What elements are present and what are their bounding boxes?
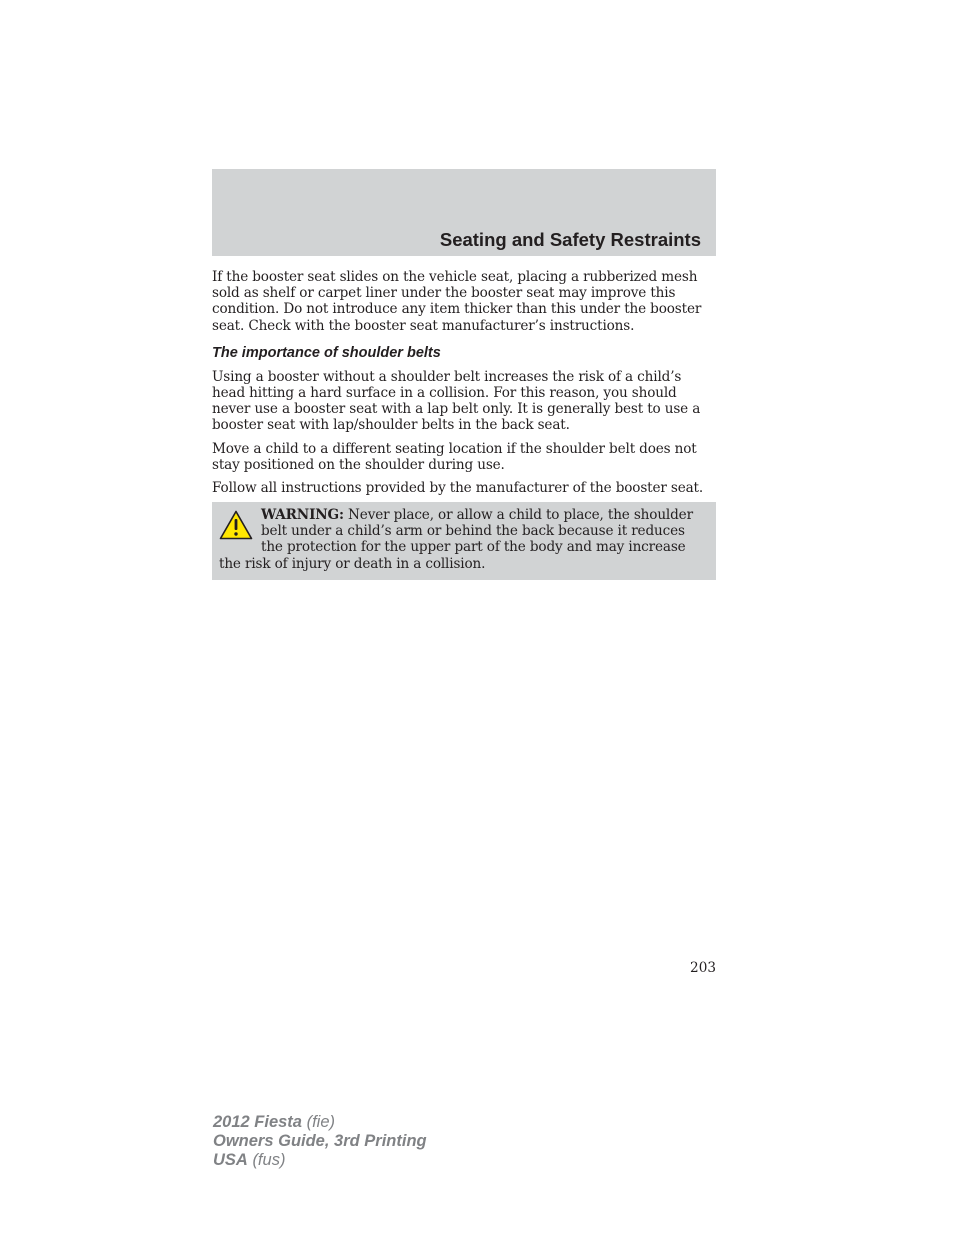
- main-content: [212, 269, 716, 503]
- paragraph-booster-without-shoulder-belt: Using a booster without a shoulder belt increases the risk of a child’s head hitting a hard surface in a collision. For this reason, you should never use a booster seat with a lap belt only. It is generally best to use a booster seat with lap/shoulder belts in the back seat.: [212, 368, 701, 434]
- subheading-shoulder-belts: The importance of shoulder belts: [212, 344, 441, 361]
- page-number: 203: [690, 960, 716, 976]
- footer-model-line: [213, 1113, 427, 1132]
- warning-label: WARNING:: [261, 507, 344, 523]
- section-title: Seating and Safety Restraints: [439, 229, 701, 250]
- warning-box: [212, 502, 716, 580]
- warning-body: Never place, or allow a child to place, the shoulder belt under a child’s arm or behind the back because it reduces the protection for the upper part of the body and may increase the risk of injury or death in a collision.: [219, 507, 693, 572]
- paragraph-follow-instructions: Follow all instructions provided by the manufacturer of the booster seat.: [212, 480, 704, 497]
- section-header-band: [212, 169, 716, 256]
- footer-guide: Owners Guide, 3rd Printing: [213, 1132, 427, 1150]
- paragraph-move-child: Move a child to a different seating location if the shoulder belt does not stay positioned on the shoulder during use.: [212, 440, 697, 473]
- footer-market-code: (fus): [252, 1151, 286, 1169]
- warning-triangle-icon: [219, 510, 253, 540]
- paragraph-booster-slides: If the booster seat slides on the vehicle seat, placing a rubberized mesh sold as shelf or carpet liner under the booster seat may improve this condition. Do not introduce any item thicker than this under the booster seat. Check with the booster seat manufacturer’s instructions.: [212, 269, 702, 334]
- footer-market-line: [213, 1151, 427, 1170]
- document-footer: [213, 1113, 427, 1170]
- footer-model: 2012 Fiesta: [213, 1113, 302, 1131]
- footer-model-code: (fie): [306, 1113, 335, 1131]
- footer-market: USA: [213, 1151, 248, 1169]
- warning-text: [219, 507, 709, 572]
